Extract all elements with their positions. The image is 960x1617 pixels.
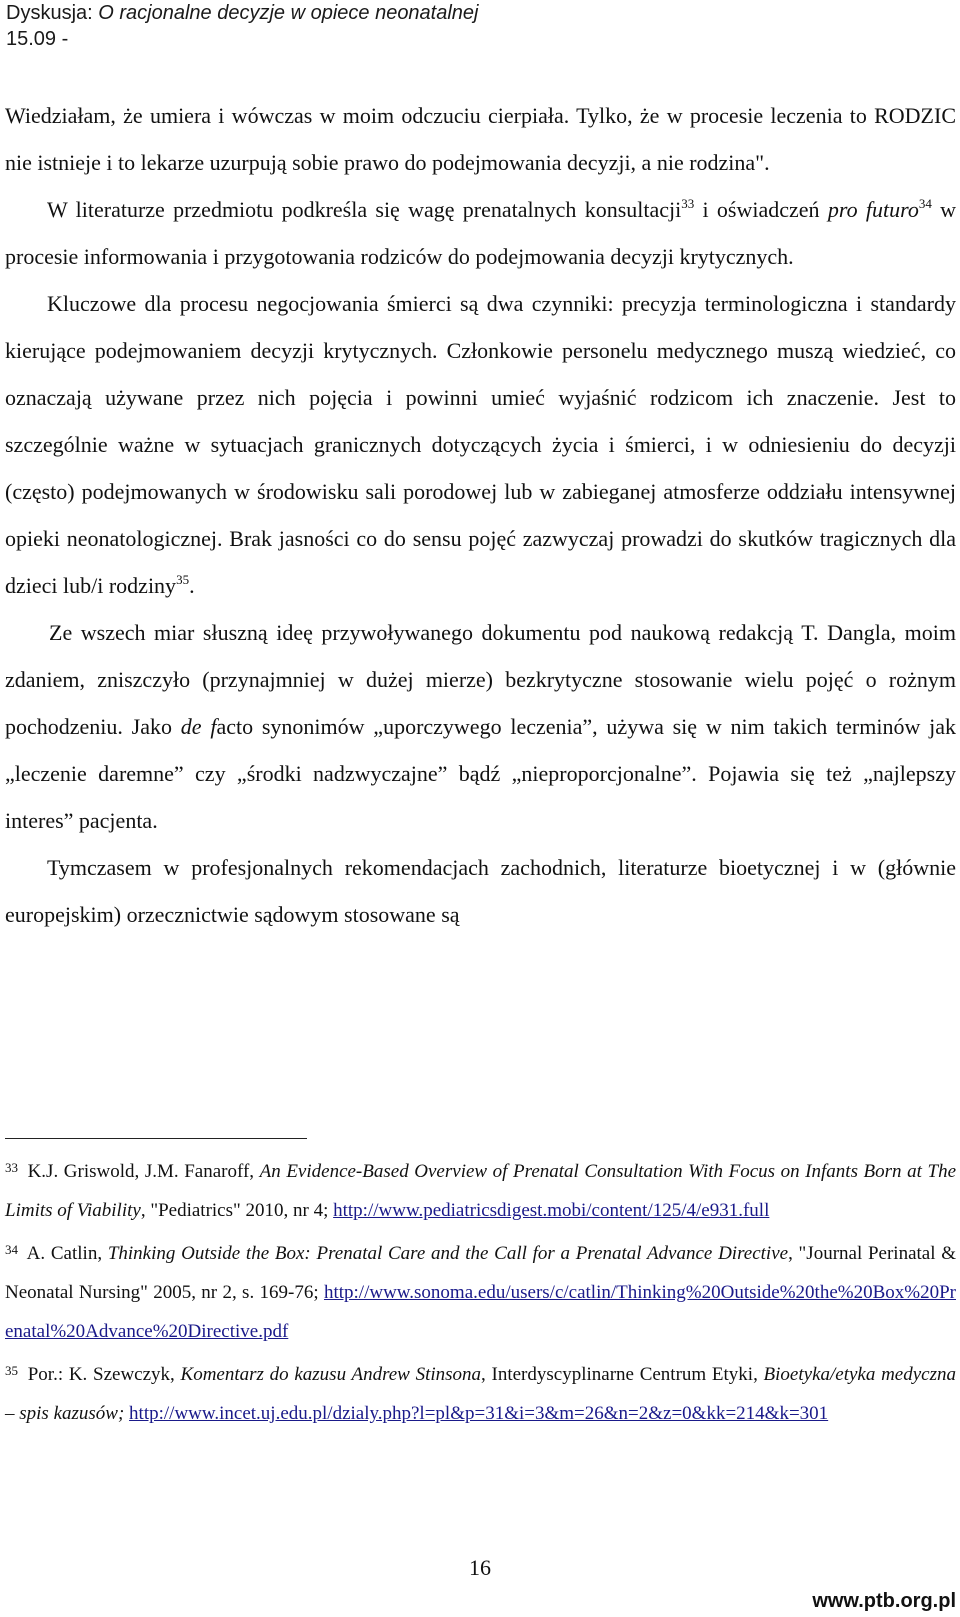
page-header [6, 0, 479, 52]
paragraph-5: Tymczasem w profesjonalnych rekomendacjach zachodnich, literaturze bioetycznej i w (głównie europejskim) orzecznictwie sądowym stosowane są [5, 855, 956, 927]
footnote-33-link[interactable]: http://www.pediatricsdigest.mobi/content/125/4/e931.full [333, 1200, 770, 1221]
footnote-34-authors: A. Catlin, [22, 1243, 108, 1264]
footnote-35-number: 35 [5, 1363, 18, 1378]
paragraph-2-italic: pro futuro [827, 197, 919, 222]
paragraph-2-text-c: w procesie informowania i przygotowania rodziców do podejmowania decyzji krytycznych. [5, 197, 956, 269]
footnote-ref-34[interactable]: 34 [918, 196, 932, 211]
footnote-34-rest: , "Journal Perinatal & Neonatal Nursing" 2005, nr 2, s. 169-76; [5, 1243, 956, 1303]
footnote-ref-33[interactable]: 33 [681, 196, 695, 211]
paragraph-3 [5, 280, 956, 609]
footnote-33 [5, 1148, 956, 1230]
header-title: O racjonalne decyzje w opiece neonatalnej [98, 2, 479, 24]
footnotes [5, 1148, 956, 1433]
footnote-35-title: Komentarz do kazusu Andrew Stinsona [180, 1364, 482, 1385]
footnote-33-number: 33 [5, 1160, 18, 1175]
paragraph-2-text-b: i oświadczeń [694, 197, 828, 222]
footnote-33-authors: K.J. Griswold, J.M. Fanaroff, [22, 1161, 260, 1182]
footnote-33-title: An Evidence-Based Overview of Prenatal Consultation With Focus on Infants Born at The Limits of Viability [5, 1161, 956, 1221]
footnote-34-title: Thinking Outside the Box: Prenatal Care and the Call for a Prenatal Advance Directive [107, 1243, 789, 1264]
footnote-35-title2: Bioetyka/etyka medyczna – spis kazusów; [5, 1364, 957, 1424]
paragraph-3-text: Kluczowe dla procesu negocjowania śmierci są dwa czynniki: precyzja terminologiczna i standardy kierujące podejmowaniem decyzji krytycznych. Członkowie personelu medycznego muszą wiedzieć, co oznaczają używane przez nich pojęcia i powinni umieć wyjaśnić rodzicom ich znaczenie. Jest to szczególnie ważne w sytuacjach granicznych dotyczących życia i śmierci, i w odniesieniu do decyzji (często) podejmowanych w środowisku sali porodowej lub w zabieganej atmosferze oddziału intensywnej opieki neonatologicznej. Brak jasności co do sensu pojęć zazwyczaj prowadzi do skutków tragicznych dla dzieci lub/i rodziny [5, 291, 956, 598]
paragraph-4-text-b: acto synonimów „uporczywego leczenia”, używa się w nim takich terminów jak „leczenie daremne” czy „środki nadzwyczajne” bądź „nieproporcjonalne”. Pojawia się też „najlepszy interes” pacjenta. [5, 714, 956, 833]
site-url: www.ptb.org.pl [812, 1590, 956, 1612]
header-prefix: Dyskusja: [6, 2, 99, 24]
paragraph-3-end: . [189, 573, 195, 598]
paragraph-2 [5, 186, 956, 280]
footnote-34 [5, 1230, 956, 1351]
footnote-35-authors: Por.: K. Szewczyk, [22, 1364, 181, 1385]
main-text [5, 92, 956, 938]
footnote-33-rest: , "Pediatrics" 2010, nr 4; [140, 1200, 334, 1221]
paragraph-1: Wiedziałam, że umiera i wówczas w moim odczuciu cierpiała. Tylko, że w procesie leczenia to RODZIC nie istnieje i to lekarze uzurpują sobie prawo do podejmowania decyzji, a nie rodzina". [5, 103, 956, 175]
footnote-34-number: 34 [5, 1242, 18, 1257]
footnote-34-link[interactable]: http://www.sonoma.edu/users/c/catlin/Thinking%20Outside%20the%20Box%20Prenatal%20Advance%20Directive.pdf [5, 1282, 956, 1342]
paragraph-4-text-a: Ze wszech miar słuszną ideę przywoływanego dokumentu pod naukową redakcją T. Dangla, moim zdaniem, zniszczyło (przynajmniej w dużej mierze) bezkrytyczne stosowanie wielu pojęć o rożnym pochodzeniu. Jako [5, 620, 956, 739]
header-title-line [6, 0, 479, 26]
paragraph-2-text-a: W literaturze przedmiotu podkreśla się wagę prenatalnych konsultacji [47, 197, 682, 222]
paragraph-4 [5, 609, 956, 844]
page-number: 16 [469, 1555, 491, 1580]
footnote-35-rest: , Interdyscyplinarne Centrum Etyki, [481, 1364, 764, 1385]
header-date: 15.09 - [6, 28, 69, 50]
paragraph-4-italic: de f [180, 714, 217, 739]
footnote-separator [5, 1138, 307, 1139]
footnote-ref-35[interactable]: 35 [176, 572, 190, 587]
footnote-35-link[interactable]: http://www.incet.uj.edu.pl/dzialy.php?l=pl&p=31&i=3&m=26&n=2&z=0&kk=214&k=301 [129, 1403, 829, 1424]
footnote-35 [5, 1351, 956, 1433]
